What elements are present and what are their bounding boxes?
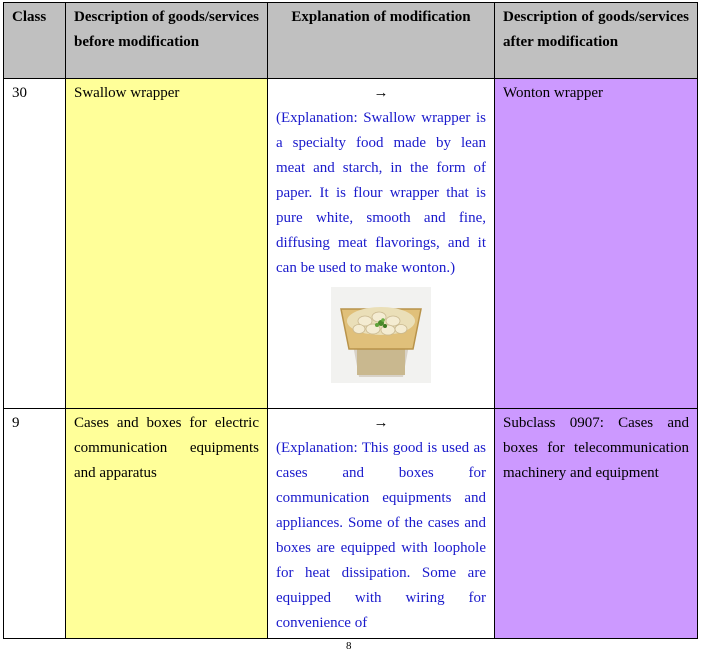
explanation-text: (Explanation: This good is used as cases and boxes for communication equipments and appliances. Some of the cases and boxes are equipped with loophole for heat dissipation. Some are equipped with wiring for convenience of (276, 440, 486, 631)
explanation-cell (268, 79, 495, 409)
wonton-bowl-image (331, 287, 431, 383)
header-explanation: Explanation of modification (268, 3, 495, 79)
header-after: Description of goods/services after modification (495, 3, 698, 79)
modification-table (3, 2, 698, 639)
table-row (4, 409, 698, 639)
header-before: Description of goods/services before modification (66, 3, 268, 79)
arrow-icon: → (373, 415, 389, 431)
header-row (4, 3, 698, 79)
explanation-cell (268, 409, 495, 639)
arrow-icon: → (373, 85, 389, 101)
after-cell: Subclass 0907: Cases and boxes for telecommunication machinery and equipment (495, 409, 698, 639)
after-cell: Wonton wrapper (495, 79, 698, 409)
before-cell: Cases and boxes for electric communication equipments and apparatus (66, 409, 268, 639)
class-cell: 30 (4, 79, 66, 409)
page-number: 8 (346, 640, 352, 652)
before-cell: Swallow wrapper (66, 79, 268, 409)
explanation-text: (Explanation: Swallow wrapper is a specialty food made by lean meat and starch, in the form of paper. It is flour wrapper that is pure white, smooth and fine, diffusing meat flavorings, and it can be used to make wonton.) (276, 110, 486, 276)
class-cell: 9 (4, 409, 66, 639)
table-row (4, 79, 698, 409)
header-class: Class (4, 3, 66, 79)
